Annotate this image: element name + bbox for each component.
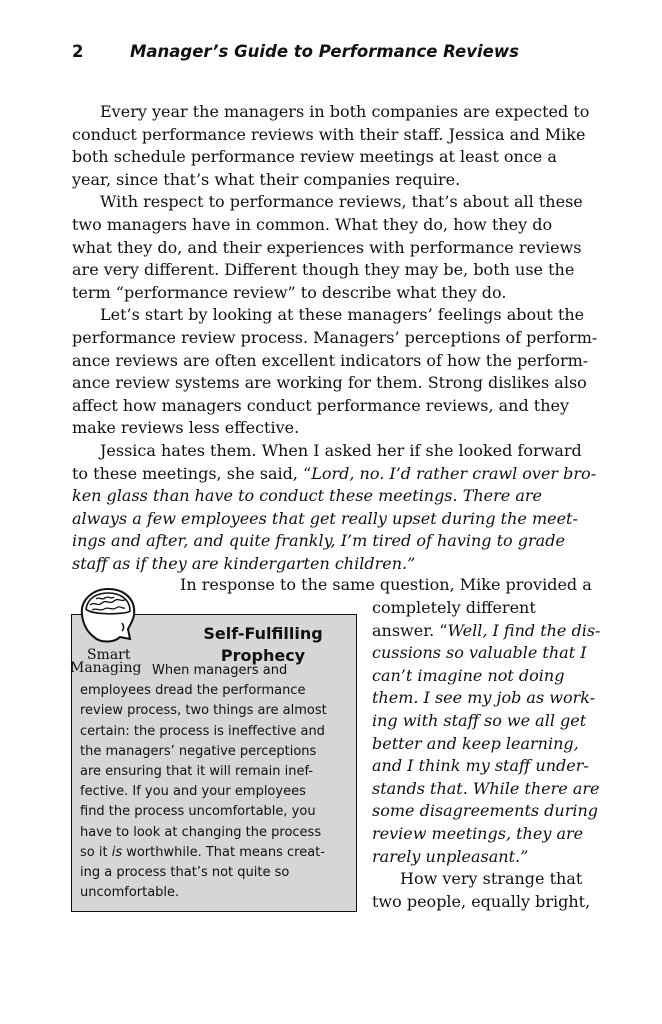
text-line: Every year the managers in both companies are expected to [100,102,590,121]
quote-line: them. I see my job as work- [372,688,596,708]
text-line: Jessica hates them. When I asked her if she looked forward [100,440,582,460]
sidebar-line: ing a process that’s not quite so [80,865,290,881]
paragraph-1 [72,101,592,191]
sidebar-line: employees dread the performance [80,683,306,699]
quote-line: rarely unpleasant.” [372,846,529,866]
text-line: year, since that’s what their companies require. [72,169,461,189]
text-line [372,620,601,643]
paragraph-4 [72,440,597,576]
right-column [372,597,601,913]
text-line: How very strange that [400,869,583,889]
text-fragment: answer. “ [372,620,448,640]
sidebar-line: the managers’ negative perceptions [80,743,317,759]
sidebar-title-line: Prophecy [220,646,306,665]
sidebar-line: are ensuring that it will remain inef- [80,764,314,780]
text-line: two people, equally bright, [372,891,591,911]
text-line: term “performance review” to describe what they do. [72,282,507,302]
quote-line: staff as if they are kindergarten children.” [72,553,416,573]
sidebar-line: When managers and [152,663,288,678]
quote-line: ken glass than have to conduct these meetings. There are [72,486,542,506]
text-line: ance reviews are often excellent indicators of how the perform- [72,350,589,370]
quote-line: cussions so valuable that I [372,643,587,663]
paragraph-3 [72,304,598,440]
quote-line: ing with staff so we all get [372,710,587,730]
sidebar-line: have to look at changing the process [80,824,322,840]
sidebar-line: uncomfortable. [80,885,180,901]
sidebar-line: certain: the process is ineffective and [80,723,325,739]
text-line: what they do, and their experiences with performance reviews [72,237,582,257]
quote-line: some disagreements during [372,801,599,821]
quote-line: always a few employees that get really upset during the meet- [72,508,578,528]
text-line: two managers have in common. What they do, how they do [72,214,553,234]
sidebar-text [80,661,352,903]
text-line: ance review systems are working for them. Strong dislikes also [72,373,587,393]
sidebar-line: fective. If you and your employees [80,784,306,800]
text-fragment: so it [80,844,112,860]
paragraph-2 [72,191,592,304]
quote-line: stands that. While there are [372,778,600,798]
quote-fragment: Well, I find the dis- [447,620,601,640]
sidebar-line: find the process uncomfortable, you [80,804,316,820]
text-line: affect how managers conduct performance reviews, and they [72,395,570,415]
text-line: Let’s start by looking at these managers’ feelings about the [100,305,585,325]
text-line: conduct performance reviews with their staff. Jessica and Mike [72,124,586,144]
body-text [72,101,598,575]
quote-line: and I think my staff under- [372,756,589,776]
smart-managing-sidebar [71,614,357,912]
quote-line: better and keep learning, [372,733,579,753]
text-fragment: to these meetings, she said, “ [72,463,312,483]
label-bottom: Managing [70,660,142,676]
text-line: performance review process. Managers’ perceptions of perform- [72,327,598,347]
text-line: With respect to performance reviews, that’s about all these [100,192,583,212]
label-top: Smart [86,647,131,663]
book-title: Manager’s Guide to Performance Reviews [130,42,519,61]
paragraph-5-lead: In response to the same question, Mike provided a [180,575,592,594]
text-line: completely different [372,598,536,617]
page-number: 2 [72,42,84,61]
sidebar-line [80,843,352,863]
sidebar-line: review process, two things are almost [80,703,327,719]
running-header [72,42,519,61]
quote-line: review meetings, they are [372,823,584,843]
sidebar-title-line: Self-Fulfilling [203,624,323,643]
text-fragment: worthwhile. That means creat- [122,844,325,860]
quote-fragment: Lord, no. I’d rather crawl over bro- [311,463,597,483]
emphasis: is [111,844,123,860]
text-line [72,463,597,486]
quote-line: can’t imagine not doing [372,665,565,685]
text-line: make reviews less effective. [72,418,300,438]
text-line: both schedule performance review meetings at least once a [72,147,557,167]
quote-line: ings and after, and quite frankly, I’m tired of having to grade [72,531,565,551]
text-line: are very different. Different though they may be, both use the [72,260,575,280]
brain-head-icon [76,585,140,649]
